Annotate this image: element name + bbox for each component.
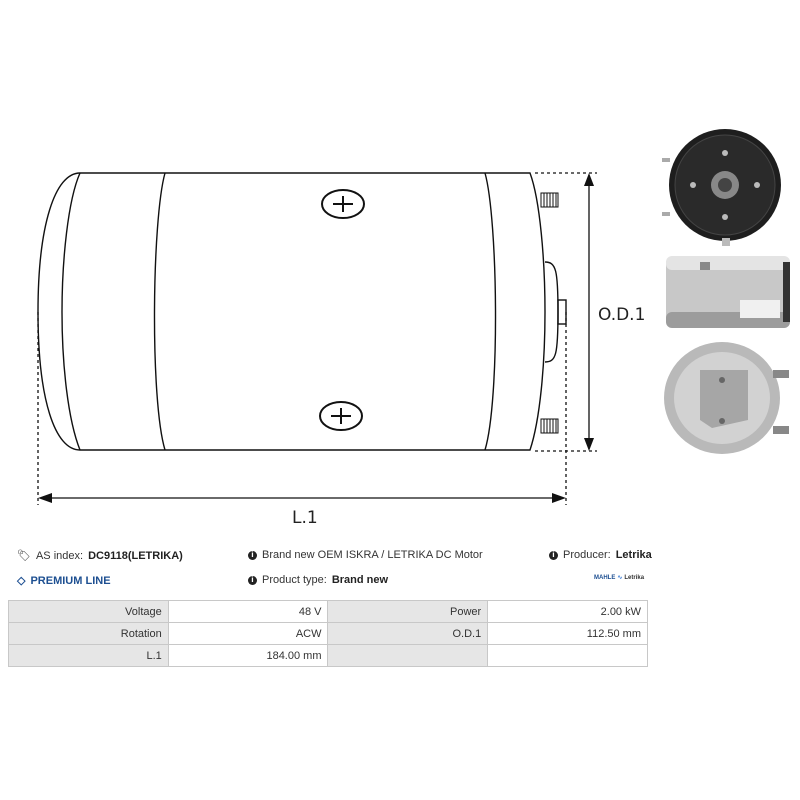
as-index bbox=[17, 549, 183, 562]
spec-value: 184.00 mm bbox=[168, 645, 328, 667]
spec-label: L.1 bbox=[9, 645, 169, 667]
table-row bbox=[9, 623, 648, 645]
spec-label bbox=[328, 645, 488, 667]
as-index-value: DC9118(LETRIKA) bbox=[88, 549, 183, 562]
info-icon: i bbox=[248, 576, 257, 585]
motor-outline bbox=[38, 173, 566, 450]
od-dimension-label: O.D.1 bbox=[598, 305, 646, 325]
product-type-label: Product type: bbox=[262, 574, 327, 586]
spec-label: Rotation bbox=[9, 623, 169, 645]
spec-label: O.D.1 bbox=[328, 623, 488, 645]
brand-mahle: MAHLE bbox=[594, 574, 616, 581]
spec-label: Voltage bbox=[9, 601, 169, 623]
producer-value: Letrika bbox=[615, 549, 652, 561]
spec-label: Power bbox=[328, 601, 488, 623]
dimension-lines bbox=[38, 173, 597, 505]
plus-icon bbox=[320, 190, 364, 430]
table-row bbox=[9, 601, 648, 623]
length-dimension-label: L.1 bbox=[292, 508, 318, 528]
producer-label: Producer: bbox=[563, 549, 611, 561]
spec-value: ACW bbox=[168, 623, 328, 645]
premium-line-label: PREMIUM LINE bbox=[30, 574, 111, 587]
product-type-value: Brand new bbox=[331, 574, 389, 586]
photo-rear-view bbox=[664, 342, 789, 454]
diamond-icon: ◇ bbox=[17, 575, 26, 587]
info-icon: i bbox=[549, 551, 558, 560]
spec-value: 2.00 kW bbox=[488, 601, 648, 623]
spec-value: 112.50 mm bbox=[488, 623, 648, 645]
tags-icon: 🏷 bbox=[17, 550, 31, 562]
wave-icon: ∿ bbox=[617, 575, 623, 581]
spec-value: 48 V bbox=[168, 601, 328, 623]
description-row bbox=[248, 549, 483, 561]
brand-logo bbox=[594, 574, 644, 581]
product-description: Brand new OEM ISKRA / LETRIKA DC Motor bbox=[262, 549, 483, 561]
terminal-icon bbox=[541, 193, 558, 433]
product-type-row bbox=[248, 574, 388, 586]
spec-value bbox=[488, 645, 648, 667]
producer-row bbox=[549, 549, 652, 561]
specs-table bbox=[8, 600, 648, 667]
as-index-label: AS index: bbox=[35, 549, 84, 562]
table-row bbox=[9, 645, 648, 667]
premium-line-badge bbox=[17, 574, 111, 587]
brand-letrika: Letrika bbox=[624, 574, 645, 581]
photo-side-view bbox=[666, 256, 790, 328]
photo-front-view bbox=[662, 129, 781, 246]
info-icon: i bbox=[248, 551, 257, 560]
